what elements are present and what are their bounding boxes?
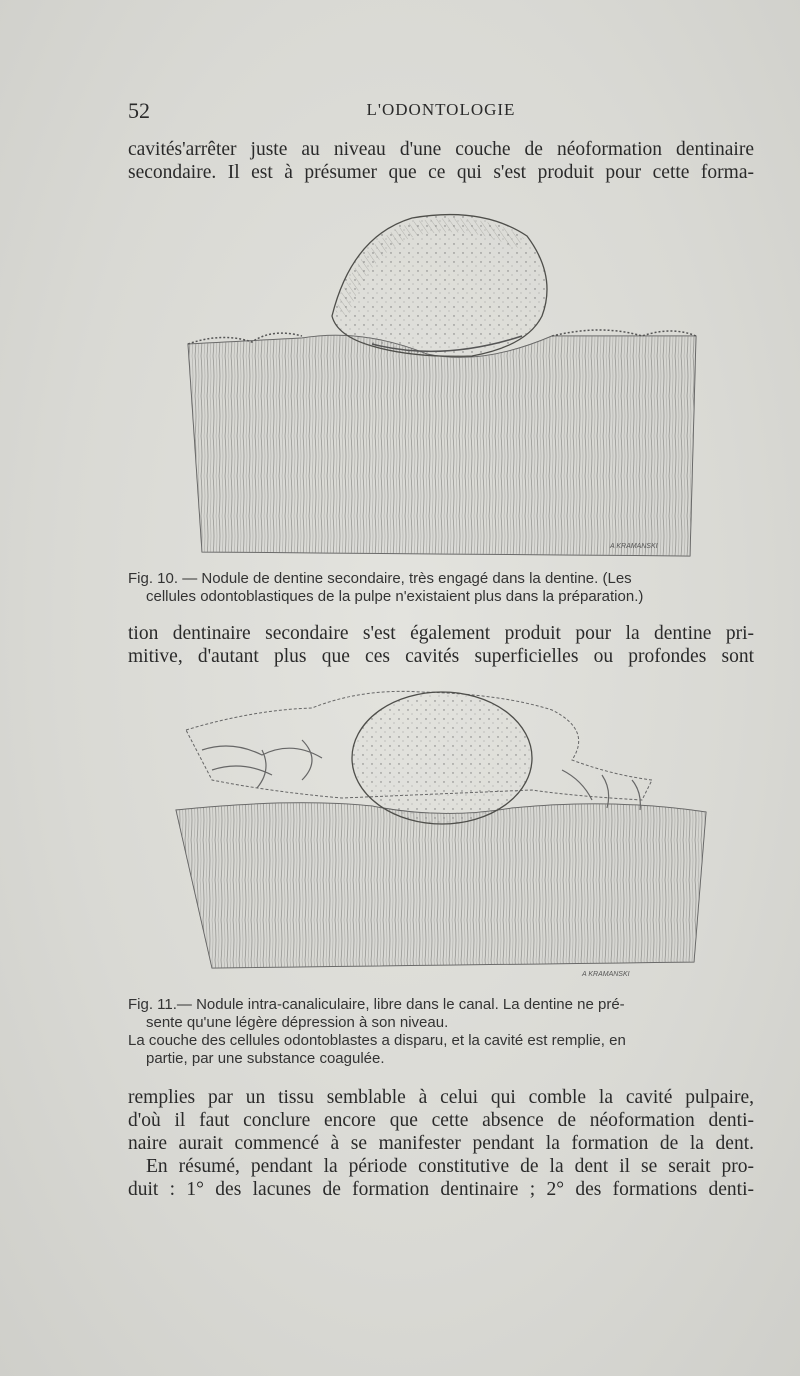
figure-11-caption <box>128 996 754 1068</box>
caption-line: Fig. 11.— Nodule intra-canaliculaire, libre dans le canal. La dentine ne pré- <box>128 996 625 1013</box>
caption-line: sente qu'une légère dépression à son niveau. <box>146 1014 449 1031</box>
paragraph-2 <box>128 622 754 668</box>
caption-line: Fig. 10. — Nodule de dentine secondaire, très engagé dans la dentine. (Les <box>128 570 632 587</box>
figure-10-caption <box>128 570 754 606</box>
intra-canalicular-nodule <box>352 692 532 824</box>
caption-line: La couche des cellules odontoblastes a disparu, et la cavité est remplie, en <box>128 1032 626 1049</box>
text-line: naire aurait commencé à se manifester pendant la formation de la dent. <box>128 1133 754 1154</box>
figure-10-illustration <box>182 196 704 564</box>
page-number: 52 <box>128 98 150 123</box>
text-line: En résumé, pendant la période constitutive de la dent il se serait pro- <box>146 1156 754 1177</box>
text-line: d'où il faut conclure encore que cette absence de néoformation denti- <box>128 1110 754 1131</box>
caption-line: partie, par une substance coagulée. <box>146 1050 385 1067</box>
text-line: tion dentinaire secondaire s'est également produit pour la dentine pri- <box>128 623 754 644</box>
figure-11-engraving <box>172 680 712 980</box>
text-line: remplies par un tissu semblable à celui qui comble la cavité pulpaire, <box>128 1087 754 1108</box>
text-line: secondaire. Il est à présumer que ce qui s'est produit pour cette forma- <box>128 162 754 183</box>
text-line: mitive, d'autant plus que ces cavités superficielles ou profondes sont <box>128 646 754 667</box>
text-line: duit : 1° des lacunes de formation dentinaire ; 2° des formations denti- <box>128 1179 754 1200</box>
figure-11-signature: A KRAMANSKI <box>582 971 630 978</box>
paragraph-3 <box>128 1086 754 1201</box>
text-line: cavités'arrêter juste au niveau d'une couche de néoformation dentinaire <box>128 139 754 160</box>
paragraph-1 <box>128 138 754 184</box>
figure-10-engraving <box>182 196 704 564</box>
figure-11-illustration <box>172 680 712 980</box>
page-header <box>128 98 754 126</box>
figure-10-signature: A KRAMANSKI <box>610 543 658 550</box>
running-title: L'ODONTOLOGIE <box>366 100 516 119</box>
caption-line: cellules odontoblastiques de la pulpe n'existaient plus dans la préparation.) <box>146 588 644 605</box>
